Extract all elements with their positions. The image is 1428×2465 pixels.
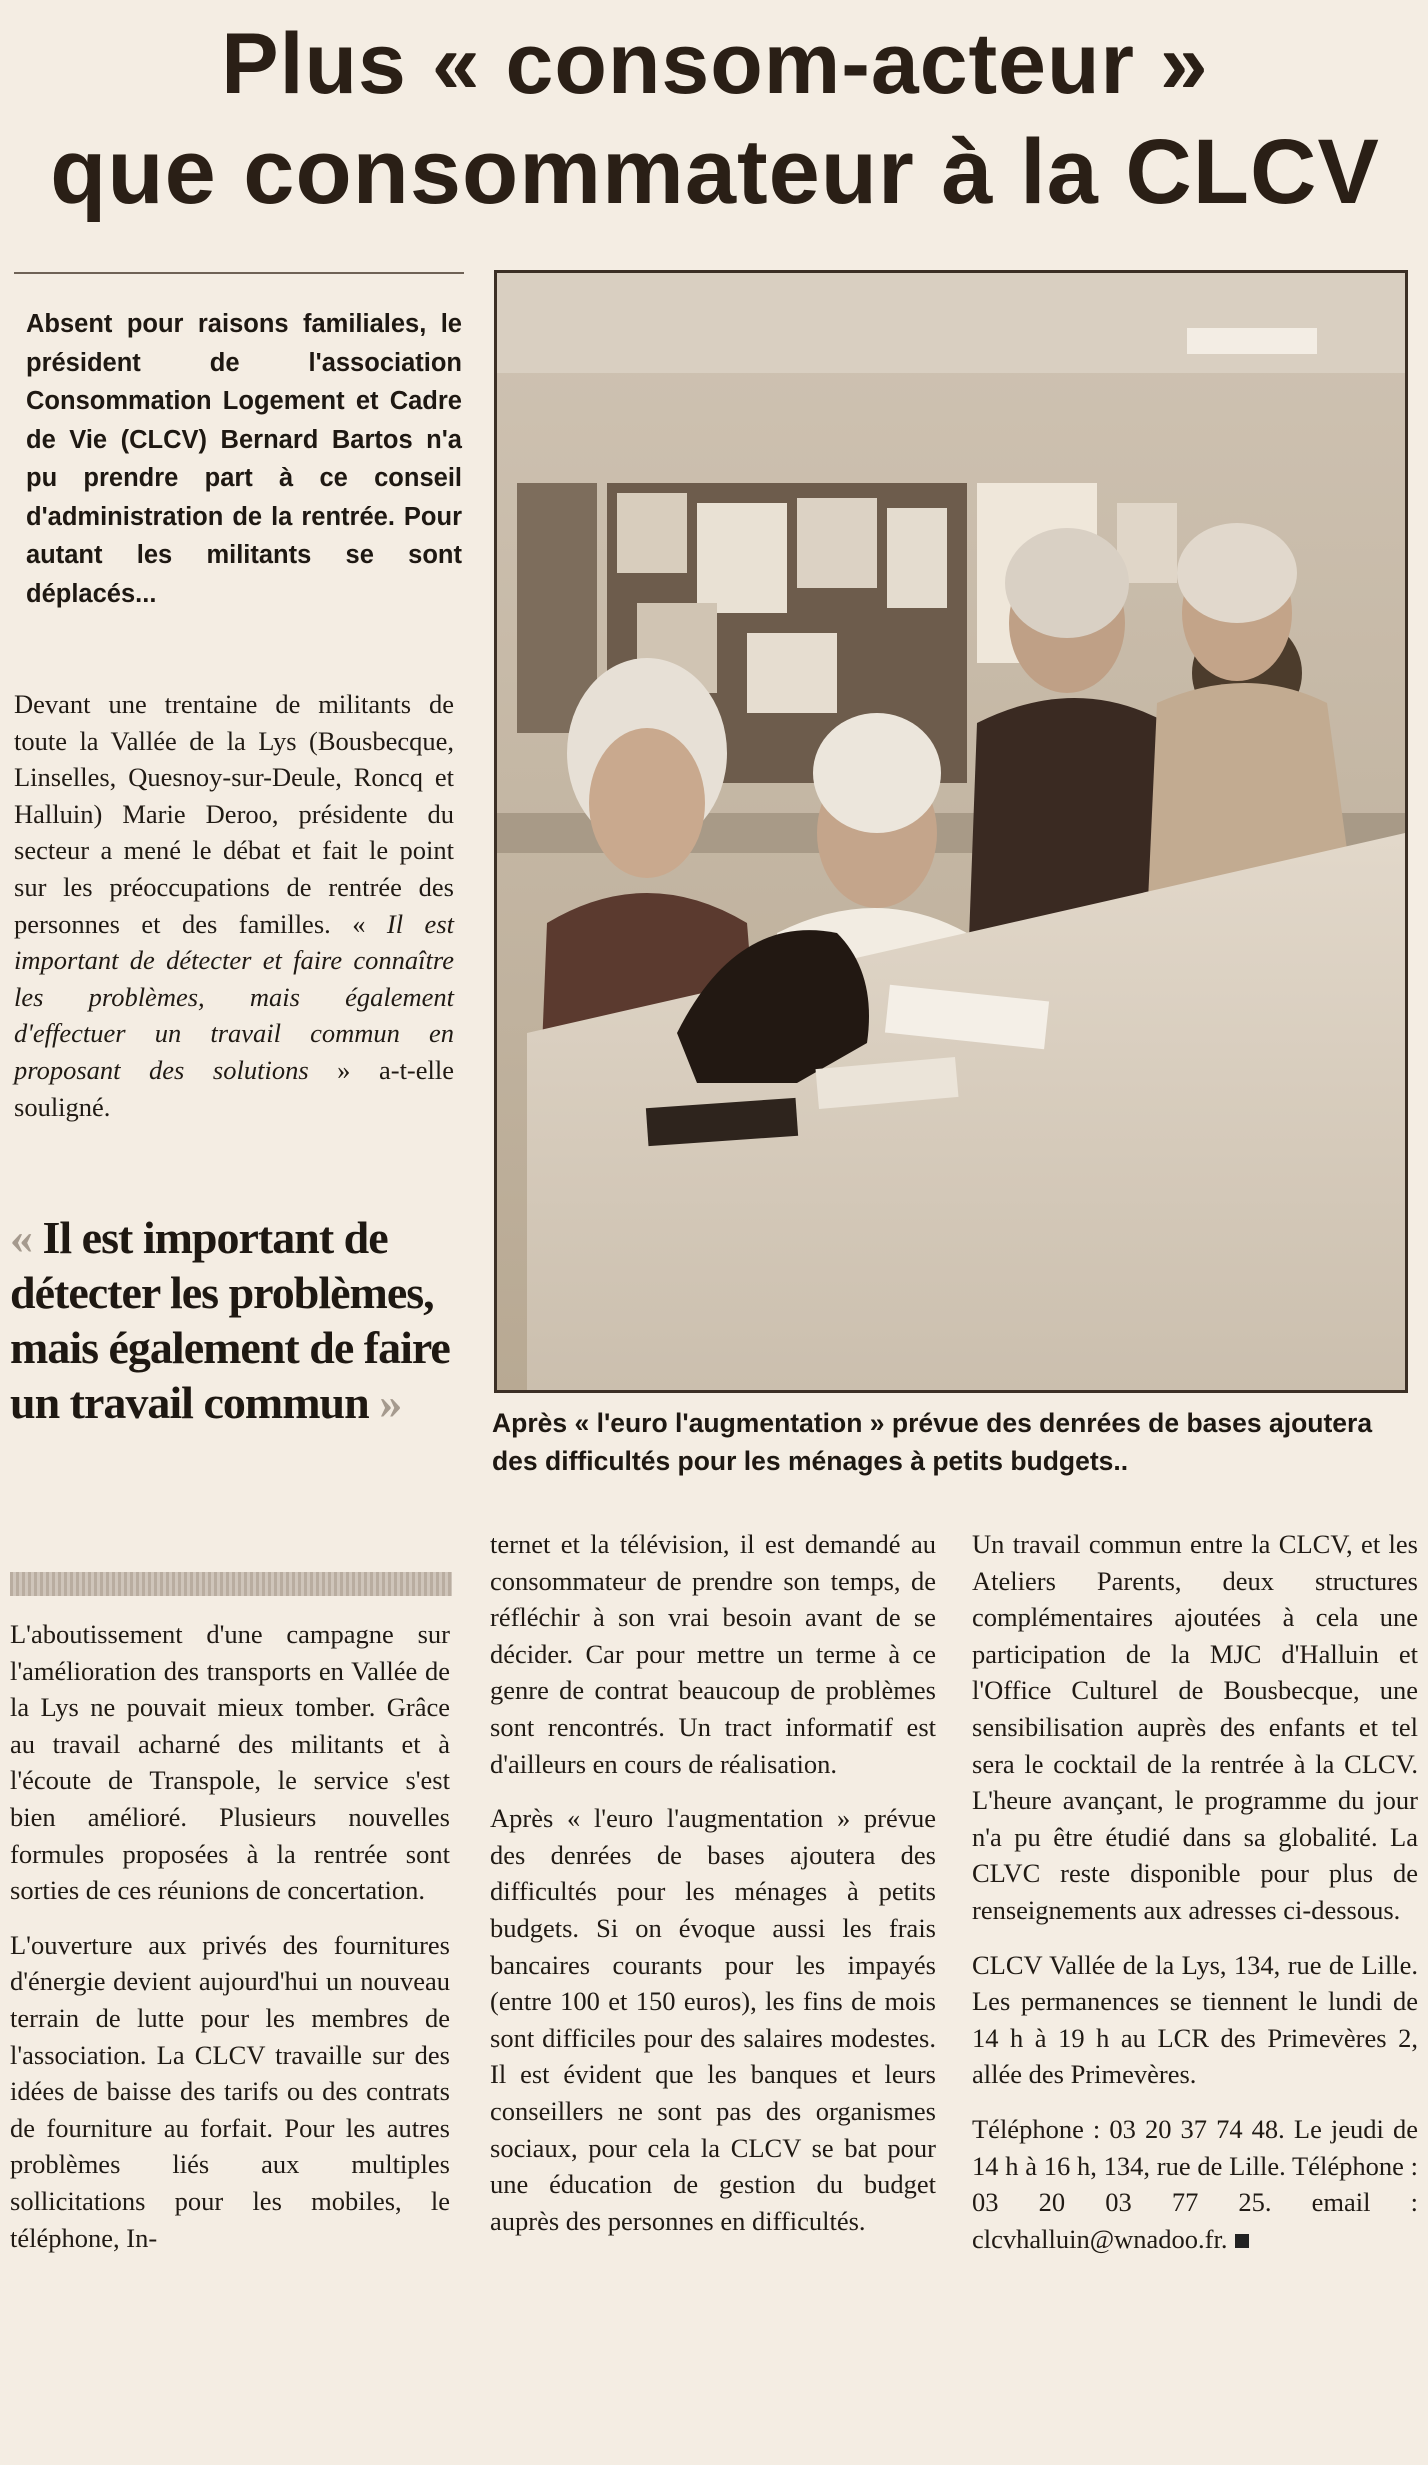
- headline-line-2: que consommateur à la CLCV: [50, 121, 1380, 223]
- pull-quote-open-mark: «: [10, 1212, 43, 1263]
- pull-quote-text: Il est important de détecter les problèmes, mais également de faire un travail commun: [10, 1212, 450, 1428]
- lead-paragraph: Absent pour raisons familiales, le président de l'association Consommation Logement et Cadre de Vie (CLCV) Bernard Bartos n'a pu prendre part à ce conseil d'administration de la rentrée. Pour autant les militants se sont déplacés...: [26, 310, 462, 608]
- col1-paragraph-1: [14, 686, 454, 1125]
- section-divider-bar: [10, 1572, 452, 1596]
- col1-p1-text-a: Devant une trentaine de militants de toute la Vallée de la Lys (Bousbecque, Linselles, Quesnoy-sur-Deule, Roncq et Halluin) Marie Deroo, présidente du secteur a mené le débat et fait le point sur les préoccupations de rentrée des personnes et des familles. «: [14, 689, 454, 939]
- col3-paragraph-2: CLCV Vallée de la Lys, 134, rue de Lille. Les permanences se tiennent le lundi de 14 h à 19 h au LCR des Primevères 2, allée des Primevères.: [972, 1949, 1418, 2090]
- col1-p1-text-b: » a-t-elle souligné.: [14, 1054, 454, 1122]
- col1-p1-quote: Il est important de détecter et faire connaître les problèmes, mais également d'effectuer un travail commun en proposant des solutions: [14, 908, 454, 1085]
- col1-paragraph-3: L'ouverture aux privés des fournitures d'énergie devient aujourd'hui un nouveau terrain de lutte pour les membres de l'association. La CLCV travaille sur des idées de baisse des tarifs ou des contrats de fourniture au forfait. Pour les autres problèmes liés aux multiples sollicitations pour les mobiles, le téléphone, In-: [10, 1929, 450, 2253]
- photo-illustration: [497, 273, 1405, 1390]
- col1-paragraph-2: L'aboutissement d'une campagne sur l'amélioration des transports en Vallée de la Lys ne pouvait mieux tomber. Grâce au travail acharné des militants et à l'écoute de Transpole, le service s'est bien amélioré. Plusieurs nouvelles formules proposées à la rentrée sont sorties de ces réunions de concertation.: [10, 1619, 450, 1906]
- column-1-top: [14, 686, 454, 1143]
- end-of-article-mark: [1235, 2234, 1249, 2248]
- col3-p3-text: Téléphone : 03 20 37 74 48. Le jeudi de 14 h à 16 h, 134, rue de Lille. Téléphone : 03 20 03 77 25. email : clcvhalluin@wnadoo.fr.: [972, 2113, 1418, 2254]
- column-1-bottom: [10, 1616, 450, 2274]
- col3-paragraph-3: [972, 2111, 1418, 2257]
- photo-caption: Après « l'euro l'augmentation » prévue des denrées de bases ajoutera des difficultés pour les ménages à petits budgets..: [492, 1408, 1373, 1476]
- lead-top-rule: [14, 272, 464, 274]
- col2-paragraph-1: ternet et la télévision, il est demandé au consommateur de prendre son temps, de réfléchir à son vrai besoin avant de se décider. Car pour mettre un terme à ce genre de contrat beaucoup de problèmes sont rencontrés. Un tract informatif est d'ailleurs en cours de réalisation.: [490, 1529, 936, 1779]
- column-3: [972, 1526, 1418, 2275]
- column-2: [490, 1526, 936, 2257]
- headline-line-1: Plus « consom-acteur »: [221, 16, 1209, 112]
- pull-quote: [10, 1210, 460, 1430]
- pull-quote-close-mark: »: [368, 1377, 402, 1428]
- article-photo: [494, 270, 1408, 1393]
- col2-paragraph-2: Après « l'euro l'augmentation » prévue des denrées de bases ajoutera des difficultés pour les ménages à petits budgets. Si on évoque aussi les frais bancaires courants pour les impayés (entre 100 et 150 euros), les fins de mois sont difficiles pour des salaires modestes. Il est évident que les banques et leurs conseillers ne sont pas des organismes sociaux, pour cela la CLCV se bat pour une éducation de gestion du budget auprès des personnes en difficultés.: [490, 1803, 936, 2236]
- col3-paragraph-1: Un travail commun entre la CLCV, et les Ateliers Parents, deux structures complémentaires ajoutées à cela une participation de la MJC d'Halluin et l'Office Culturel de Bousbecque, une sensibilisation auprès des enfants et tel sera le cocktail de la rentrée à la CLCV. L'heure avançant, le programme du jour n'a pu être étudié dans sa globalité. La CLVC reste disponible pour plus de renseignements aux adresses ci-dessous.: [972, 1529, 1418, 1925]
